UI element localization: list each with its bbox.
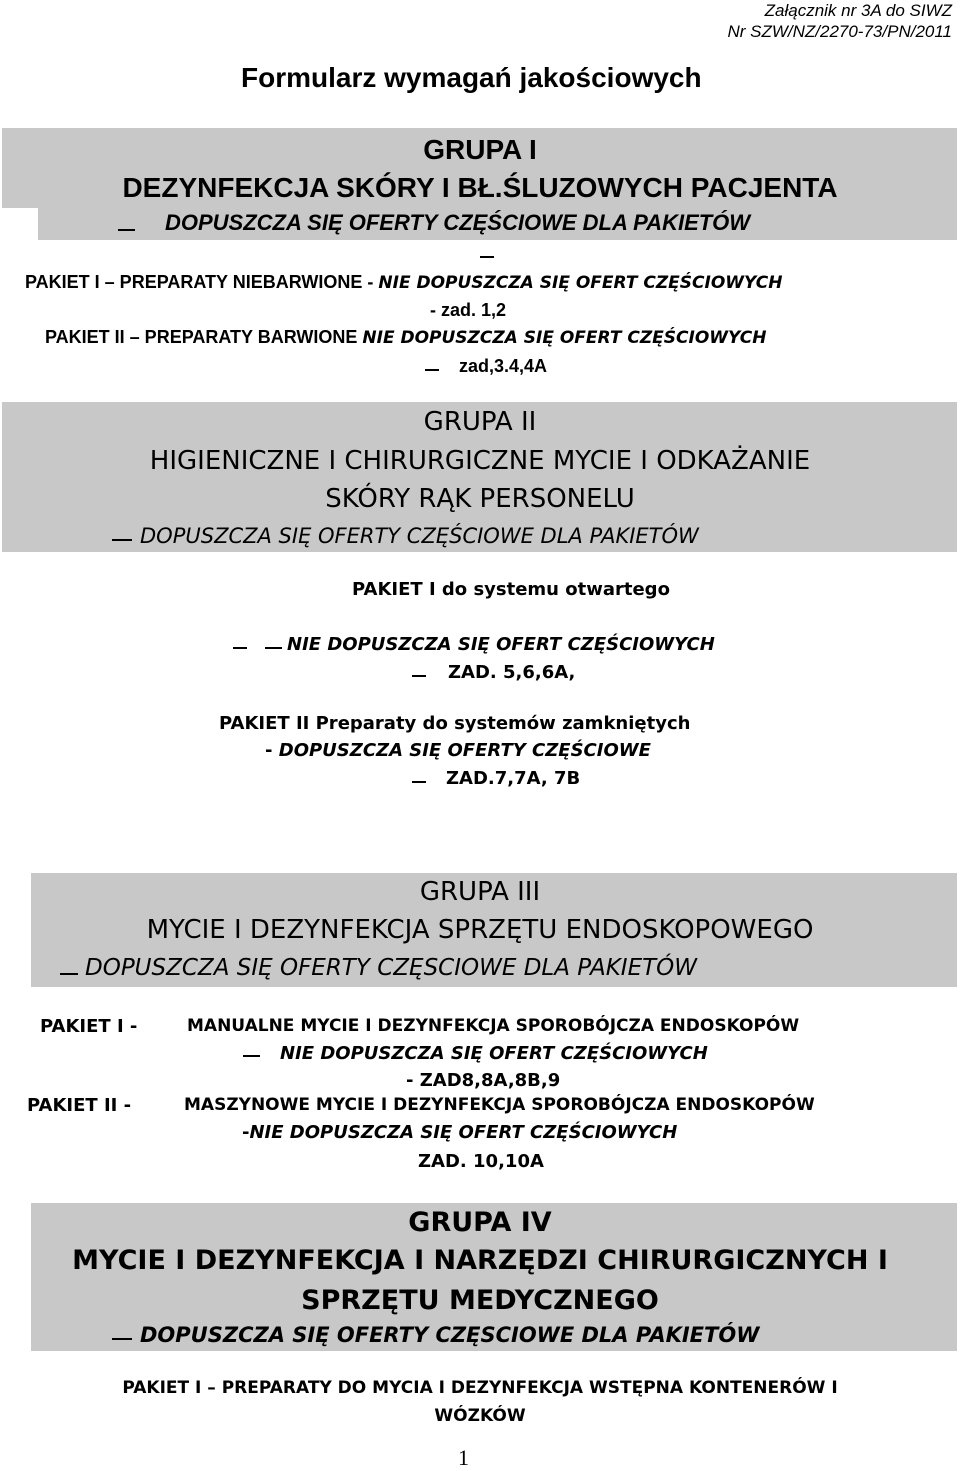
group3-note: DOPUSZCZA SIĘ OFERTY CZĘSCIOWE DLA PAKIETÓW xyxy=(85,955,698,981)
group2-subtitle-line1: HIGIENICZNE I CHIRURGICZNE MYCIE I ODKAŻANIE xyxy=(149,446,811,476)
group1-pakiet2-note: NIE DOPUSZCZA SIĘ OFERT CZĘŚCIOWYCH xyxy=(362,328,767,348)
group1-pakiet2-name: PAKIET II – PREPARATY BARWIONE xyxy=(45,327,358,347)
group3-pakiet2-notes xyxy=(242,1122,677,1143)
dash-mark xyxy=(60,973,78,975)
group1-subtitle: DEZYNFEKCJA SKÓRY I BŁ.ŚLUZOWYCH PACJENTA xyxy=(122,172,838,203)
group3-subtitle: MYCIE I DEZYNFEKCJA SPRZĘTU ENDOSKOPOWEGO xyxy=(146,915,814,945)
group2-pakiet2-notes xyxy=(265,740,651,761)
dash-mark xyxy=(412,781,426,783)
group1-pakiet1 xyxy=(25,272,782,293)
dash-mark xyxy=(233,647,247,649)
group2-heading: GRUPA II xyxy=(423,407,537,437)
group3-pakiet2-note: NIE DOPUSZCZA SIĘ OFERT CZĘŚCIOWYCH xyxy=(249,1122,678,1143)
group3-pakiet1-note: NIE DOPUSZCZA SIĘ OFERT CZĘŚCIOWYCH xyxy=(280,1043,708,1064)
attachment-ref: Załącznik nr 3A do SIWZ xyxy=(764,1,952,20)
dash-mark xyxy=(243,1055,260,1057)
group3-pakiet1-label: PAKIET I - xyxy=(40,1016,138,1037)
group1-pakiet1-zad: - zad. 1,2 xyxy=(430,300,507,320)
group2-pakiet1-zad: ZAD. 5,6,6A, xyxy=(448,662,576,683)
dash-mark xyxy=(112,539,132,541)
group2-pakiet2-zad: ZAD.7,7A, 7B xyxy=(446,768,581,789)
group1-pakiet2 xyxy=(45,327,766,348)
group2-pakiet2-name: PAKIET II Preparaty do systemów zamkniętych xyxy=(219,713,691,734)
group2-pakiet1-note: NIE DOPUSZCZA SIĘ OFERT CZĘŚCIOWYCH xyxy=(287,634,715,655)
group2-pakiet2-note: DOPUSZCZA SIĘ OFERTY CZĘŚCIOWE xyxy=(278,740,651,761)
page-number: 1 xyxy=(458,1445,469,1470)
group1-heading: GRUPA I xyxy=(423,134,537,165)
group3-pakiet2-zad: ZAD. 10,10A xyxy=(418,1151,544,1172)
group2-pakiet1-name: PAKIET I do systemu otwartego xyxy=(352,579,670,600)
group1-note: DOPUSZCZA SIĘ OFERTY CZĘŚCIOWE DLA PAKIETÓW xyxy=(165,210,751,235)
dash-mark xyxy=(265,647,282,649)
group1-pakiet1-name: PAKIET I – PREPARATY NIEBARWIONE - xyxy=(25,272,374,292)
group3-pakiet1-zad: - ZAD8,8A,8B,9 xyxy=(406,1070,561,1091)
group2-note: DOPUSZCZA SIĘ OFERTY CZĘŚCIOWE DLA PAKIETÓW xyxy=(140,524,699,548)
group2-pakiet2-note-prefix: - xyxy=(265,740,279,761)
group4-subtitle-line1: MYCIE I DEZYNFEKCJA I NARZĘDZI CHIRURGICZNYCH I xyxy=(72,1245,888,1276)
dash-mark xyxy=(118,229,135,231)
group4-note: DOPUSZCZA SIĘ OFERTY CZĘSCIOWE DLA PAKIETÓW xyxy=(140,1323,760,1347)
group2-subtitle-line2: SKÓRY RĄK PERSONELU xyxy=(325,484,635,514)
group4-heading: GRUPA IV xyxy=(408,1207,552,1238)
dash-mark xyxy=(425,369,439,371)
group1-pakiet2-zad: zad,3.4,4A xyxy=(459,356,548,376)
dash-mark xyxy=(412,675,426,677)
group4-pakiet1-name-line2: WÓZKÓW xyxy=(434,1406,526,1426)
group3-pakiet2-note-prefix: - xyxy=(242,1122,250,1143)
group3-pakiet1-name: MANUALNE MYCIE I DEZYNFEKCJA SPOROBÓJCZA ENDOSKOPÓW xyxy=(187,1016,800,1036)
dash-mark xyxy=(112,1338,132,1340)
attachment-header xyxy=(727,0,952,42)
group4-subtitle-line2: SPRZĘTU MEDYCZNEGO xyxy=(301,1285,659,1316)
group3-pakiet2-name: MASZYNOWE MYCIE I DEZYNFEKCJA SPOROBÓJCZA ENDOSKOPÓW xyxy=(184,1095,815,1115)
group1-pakiet1-note: NIE DOPUSZCZA SIĘ OFERT CZĘŚCIOWYCH xyxy=(378,273,783,293)
dash-mark xyxy=(480,256,494,258)
group3-heading: GRUPA III xyxy=(419,877,541,907)
document-number: Nr SZW/NZ/2270-73/PN/2011 xyxy=(727,22,952,41)
group3-pakiet2-label: PAKIET II - xyxy=(27,1095,132,1116)
group4-pakiet1-name-line1: PAKIET I – PREPARATY DO MYCIA I DEZYNFEKCJA WSTĘPNA KONTENERÓW I xyxy=(122,1378,838,1398)
page-title: Formularz wymagań jakościowych xyxy=(241,62,702,93)
